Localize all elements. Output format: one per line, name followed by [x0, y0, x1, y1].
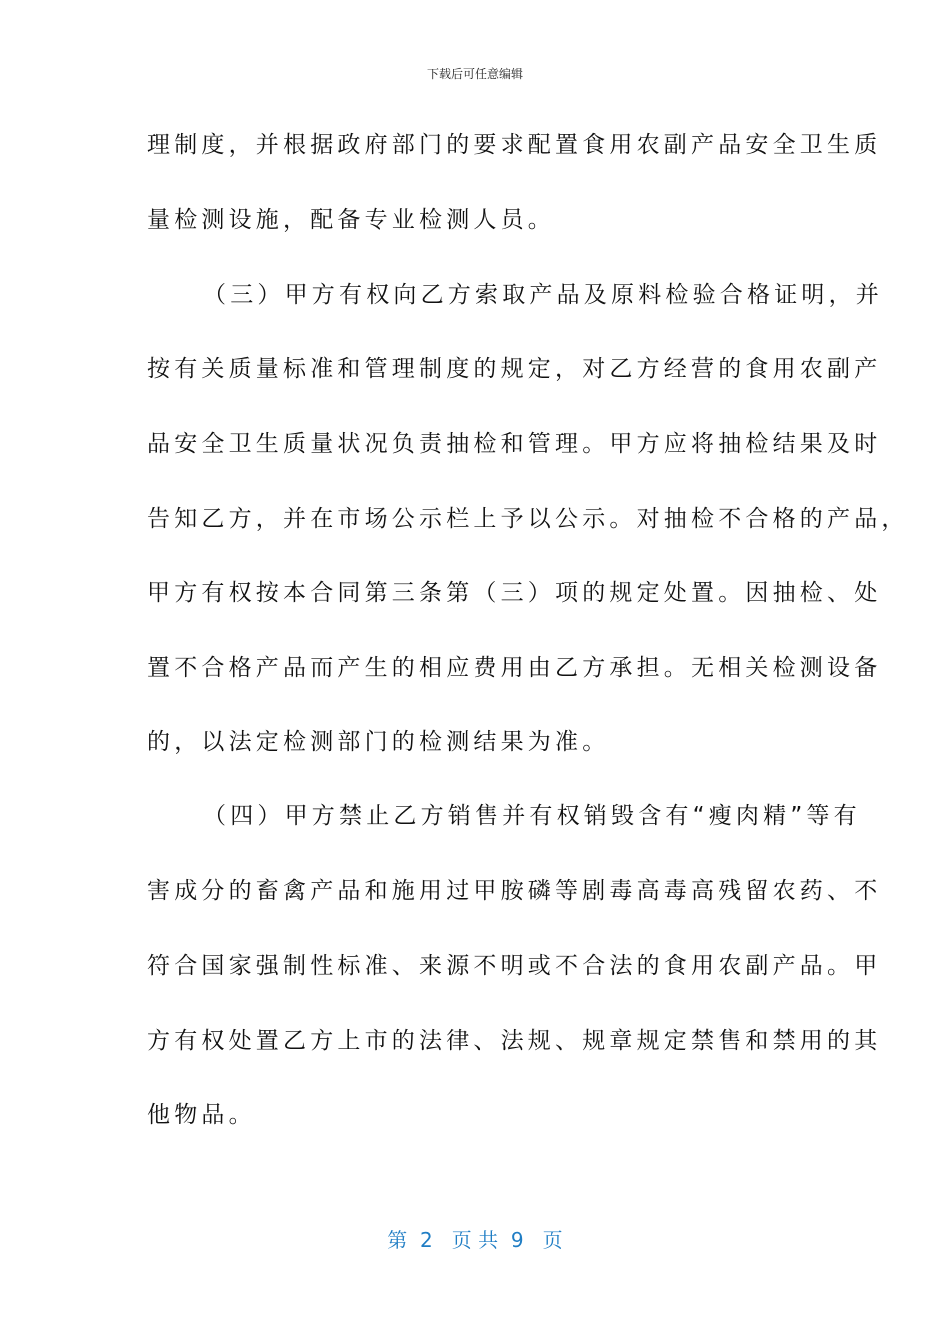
text-line: 置不合格产品而产生的相应费用由乙方承担。无相关检测设备 — [147, 655, 882, 681]
text-line: 符合国家强制性标准、来源不明或不合法的食用农副产品。甲 — [147, 953, 882, 979]
text-line: 理制度，并根据政府部门的要求配置食用农副产品安全卫生质 — [147, 132, 882, 158]
text-line: 量检测设施，配备专业检测人员。 — [147, 207, 555, 233]
paragraph-first-line: （三）甲方有权向乙方索取产品及原料检验合格证明，并 — [203, 282, 883, 308]
page-header: 下载后可任意编辑 — [426, 67, 523, 81]
text-line: 告知乙方，并在市场公示栏上予以公示。对抽检不合格的产品， — [147, 506, 909, 532]
text-line: 品安全卫生质量状况负责抽检和管理。甲方应将抽检结果及时 — [147, 431, 882, 457]
text-line: 害成分的畜禽产品和施用过甲胺磷等剧毒高毒高残留农药、不 — [147, 878, 882, 904]
text-line: 方有权处置乙方上市的法律、法规、规章规定禁售和禁用的其 — [147, 1028, 882, 1054]
text-line: 按有关质量标准和管理制度的规定，对乙方经营的食用农副产 — [147, 356, 882, 382]
text-line: 他物品。 — [147, 1102, 256, 1128]
page-number: 第 2 页 共 9 页 — [387, 1228, 563, 1252]
text-line: 甲方有权按本合同第三条第（三）项的规定处置。因抽检、处 — [147, 580, 882, 606]
text-line: 的，以法定检测部门的检测结果为准。 — [147, 729, 610, 755]
paragraph-first-line: （四）甲方禁止乙方销售并有权销毁含有“瘦肉精”等有 — [203, 803, 861, 829]
